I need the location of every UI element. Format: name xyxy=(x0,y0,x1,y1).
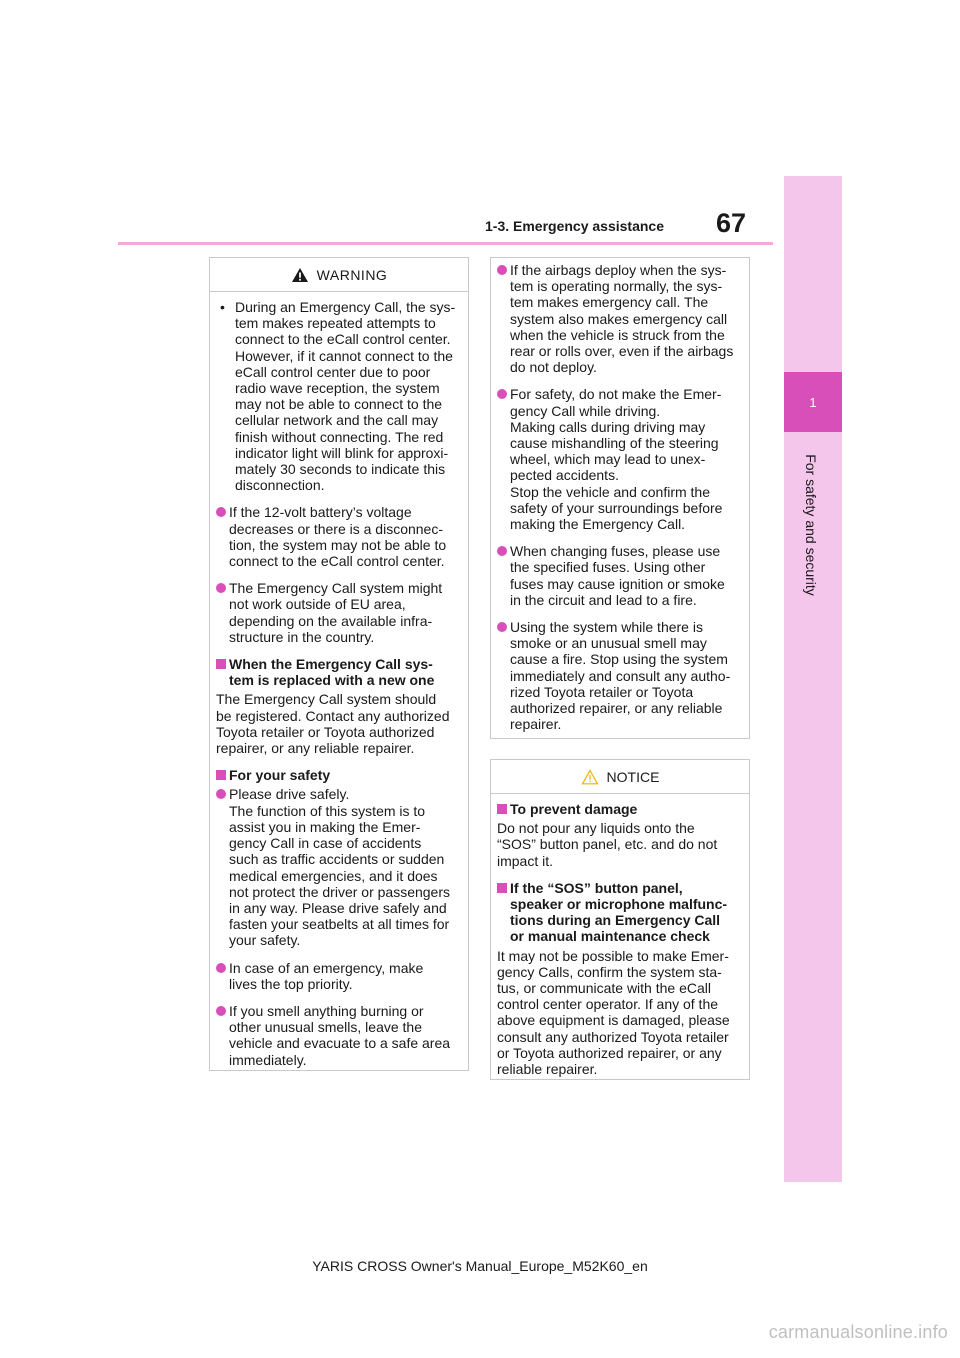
text-line: impact it. xyxy=(497,852,554,869)
square-bullet-icon xyxy=(497,804,507,814)
text-line: system also makes emergency call xyxy=(510,310,728,327)
text-line: smoke or an unusual smell may xyxy=(510,635,707,652)
warning-header xyxy=(210,258,468,292)
bullet-item xyxy=(497,262,744,375)
text-line: when the vehicle is struck from the xyxy=(510,326,725,343)
chapter-label: For safety and security xyxy=(803,454,819,596)
text-line: gency Call in case of accidents xyxy=(229,835,422,852)
text-line: tion, the system may not be able to xyxy=(229,536,447,553)
round-bullet-icon xyxy=(216,963,226,973)
text-line: structure in the country. xyxy=(229,628,375,645)
warning-dash-item xyxy=(216,299,463,493)
bullet-item xyxy=(216,786,463,948)
text-line: For safety, do not make the Emer- xyxy=(510,386,722,403)
text-line: If the “SOS” button panel, xyxy=(510,879,683,896)
text-line: repairer, or any reliable repairer. xyxy=(216,740,415,757)
text-line: connect to the eCall control center. xyxy=(229,553,445,570)
round-bullet-icon xyxy=(497,546,507,556)
text-line: safety of your surroundings before xyxy=(510,499,723,516)
text-line: Do not pour any liquids onto the xyxy=(497,820,695,837)
text-line: For your safety xyxy=(229,767,331,784)
footer-manual-id: YARIS CROSS Owner's Manual_Europe_M52K60_en xyxy=(312,1258,648,1274)
bullet-item xyxy=(216,504,463,569)
text-line: wheel, which may lead to unex- xyxy=(510,451,706,468)
round-bullet-icon xyxy=(216,789,226,799)
text-line: such as traffic accidents or sudden xyxy=(229,851,445,868)
bullet-item xyxy=(216,960,463,992)
text-line: tem makes repeated attempts to xyxy=(235,315,436,332)
text-line: cause mishandling of the steering xyxy=(510,435,719,452)
text-line: Using the system while there is xyxy=(510,619,703,636)
para-replaced-system xyxy=(216,691,463,756)
text-line: authorized repairer, or any reliable xyxy=(510,700,723,717)
text-line: However, if it cannot connect to the xyxy=(235,347,453,364)
text-line: “SOS” button panel, etc. and do not xyxy=(497,836,718,853)
round-bullet-icon xyxy=(216,583,226,593)
heading-replaced-system xyxy=(216,656,463,688)
text-line: making the Emergency Call. xyxy=(510,516,686,533)
text-line: tus, or communicate with the eCall xyxy=(497,980,711,997)
text-line: rear or rolls over, even if the airbags xyxy=(510,343,734,360)
dash-bullet: • xyxy=(220,299,225,315)
chapter-number-tab[interactable]: 1 xyxy=(784,372,842,432)
text-line: cause a fire. Stop using the system xyxy=(510,651,728,668)
chapter-side-tab xyxy=(784,176,842,1182)
heading-prevent-damage xyxy=(497,801,744,817)
text-line: fasten your seatbelts at all times for xyxy=(229,916,450,933)
text-line: tions during an Emergency Call xyxy=(510,912,721,929)
page-number: 67 xyxy=(716,208,747,238)
header-rule xyxy=(118,242,773,245)
text-line: In case of an emergency, make xyxy=(229,959,424,976)
text-line: finish without connecting. The red xyxy=(235,428,444,445)
text-line: may not be able to connect to the xyxy=(235,396,443,413)
text-line: immediately and consult any autho- xyxy=(510,667,731,684)
text-line: the specified fuses. Using other xyxy=(510,559,706,576)
square-bullet-icon xyxy=(497,883,507,893)
text-line: tem makes emergency call. The xyxy=(510,294,709,311)
text-line: Making calls during driving may xyxy=(510,418,706,435)
warning-title: WARNING xyxy=(316,266,388,283)
notice-title: NOTICE xyxy=(606,768,660,785)
text-line: pected accidents. xyxy=(510,467,619,484)
square-bullet-icon xyxy=(216,770,226,780)
text-line: mately 30 seconds to indicate this xyxy=(235,461,446,478)
text-line: vehicle and evacuate to a safe area xyxy=(229,1035,451,1052)
text-line: speaker or microphone malfunc- xyxy=(510,896,728,913)
bullet-item xyxy=(216,580,463,645)
text-line: fuses may cause ignition or smoke xyxy=(510,575,725,592)
text-line: be registered. Contact any authorized xyxy=(216,707,450,724)
text-line: tem is operating normally, the sys- xyxy=(510,278,723,295)
text-line: your safety. xyxy=(229,932,301,949)
text-line: eCall control center due to poor xyxy=(235,363,431,380)
text-line: immediately. xyxy=(229,1051,307,1068)
text-line: The Emergency Call system should xyxy=(216,691,437,708)
round-bullet-icon xyxy=(216,1006,226,1016)
heading-your-safety xyxy=(216,767,463,783)
text-line: disconnection. xyxy=(235,477,325,494)
square-bullet-icon xyxy=(216,659,226,669)
text-line: in the circuit and lead to a fire. xyxy=(510,591,697,608)
text-line: cellular network and the call may xyxy=(235,412,439,429)
text-line: The Emergency Call system might xyxy=(229,580,443,597)
watermark-link[interactable]: carmanualsonline.info xyxy=(768,1322,948,1342)
text-line: or manual maintenance check xyxy=(510,928,710,945)
text-line: above equipment is damaged, please xyxy=(497,1012,730,1029)
text-line: repairer. xyxy=(510,716,562,733)
text-line: When the Emergency Call sys- xyxy=(229,656,433,673)
text-line: Toyota retailer or Toyota authorized xyxy=(216,723,435,740)
round-bullet-icon xyxy=(497,622,507,632)
text-line: reliable repairer. xyxy=(497,1061,598,1078)
text-line: radio wave reception, the system xyxy=(235,380,440,397)
notice-header xyxy=(491,760,749,794)
text-line: other unusual smells, leave the xyxy=(229,1019,422,1036)
warning-bullets-b xyxy=(216,786,463,1067)
continued-bullets xyxy=(497,262,744,732)
warning-continued-box xyxy=(490,257,750,739)
bullet-item xyxy=(216,1003,463,1068)
text-line: If the airbags deploy when the sys- xyxy=(510,262,727,278)
text-line: During an Emergency Call, the sys- xyxy=(235,299,456,315)
text-line: It may not be possible to make Emer- xyxy=(497,947,729,964)
round-bullet-icon xyxy=(216,507,226,517)
text-line: not work outside of EU area, xyxy=(229,596,406,613)
notice-triangle-icon xyxy=(581,769,599,785)
text-line: Stop the vehicle and confirm the xyxy=(510,483,711,500)
notice-body xyxy=(491,794,749,1077)
text-line: indicator light will blink for approxi- xyxy=(235,444,449,461)
para-sos-malfunction xyxy=(497,948,744,1078)
warning-triangle-icon xyxy=(291,267,309,283)
text-line: gency Calls, confirm the system sta- xyxy=(497,963,722,980)
text-line: Please drive safely. xyxy=(229,786,350,803)
warning-box xyxy=(209,257,469,1071)
text-line: If you smell anything burning or xyxy=(229,1002,424,1019)
text-line: rized Toyota retailer or Toyota xyxy=(510,683,694,700)
text-line: depending on the available infra- xyxy=(229,612,433,629)
text-line: control center operator. If any of the xyxy=(497,996,719,1013)
text-line: consult any authorized Toyota retailer xyxy=(497,1028,729,1045)
text-line: in any way. Please drive safely and xyxy=(229,899,447,916)
warning-continued-body xyxy=(491,258,749,732)
text-line: or Toyota authorized repairer, or any xyxy=(497,1044,722,1061)
text-line: not protect the driver or passengers xyxy=(229,883,451,900)
text-line: If the 12-volt battery’s voltage xyxy=(229,504,412,521)
section-title: 1-3. Emergency assistance xyxy=(485,218,664,234)
text-line: medical emergencies, and it does xyxy=(229,867,438,884)
text-line: assist you in making the Emer- xyxy=(229,818,421,835)
text-line: connect to the eCall control center. xyxy=(235,331,451,348)
text-line: decreases or there is a disconnec- xyxy=(229,520,443,537)
text-line: do not deploy. xyxy=(510,359,597,376)
text-line: When changing fuses, please use xyxy=(510,543,721,560)
warning-body xyxy=(210,292,468,1068)
text-line: The function of this system is to xyxy=(229,802,426,819)
notice-box xyxy=(490,759,750,1080)
text-line: gency Call while driving. xyxy=(510,402,661,419)
text-line: To prevent damage xyxy=(510,801,638,817)
bullet-item xyxy=(497,619,744,732)
round-bullet-icon xyxy=(497,265,507,275)
text-line: lives the top priority. xyxy=(229,975,353,992)
warning-bullets-a xyxy=(216,504,463,645)
heading-sos-malfunction xyxy=(497,880,744,945)
bullet-item xyxy=(497,543,744,608)
bullet-item xyxy=(497,386,744,532)
text-line: tem is replaced with a new one xyxy=(229,672,435,689)
round-bullet-icon xyxy=(497,389,507,399)
para-prevent-damage xyxy=(497,820,744,869)
